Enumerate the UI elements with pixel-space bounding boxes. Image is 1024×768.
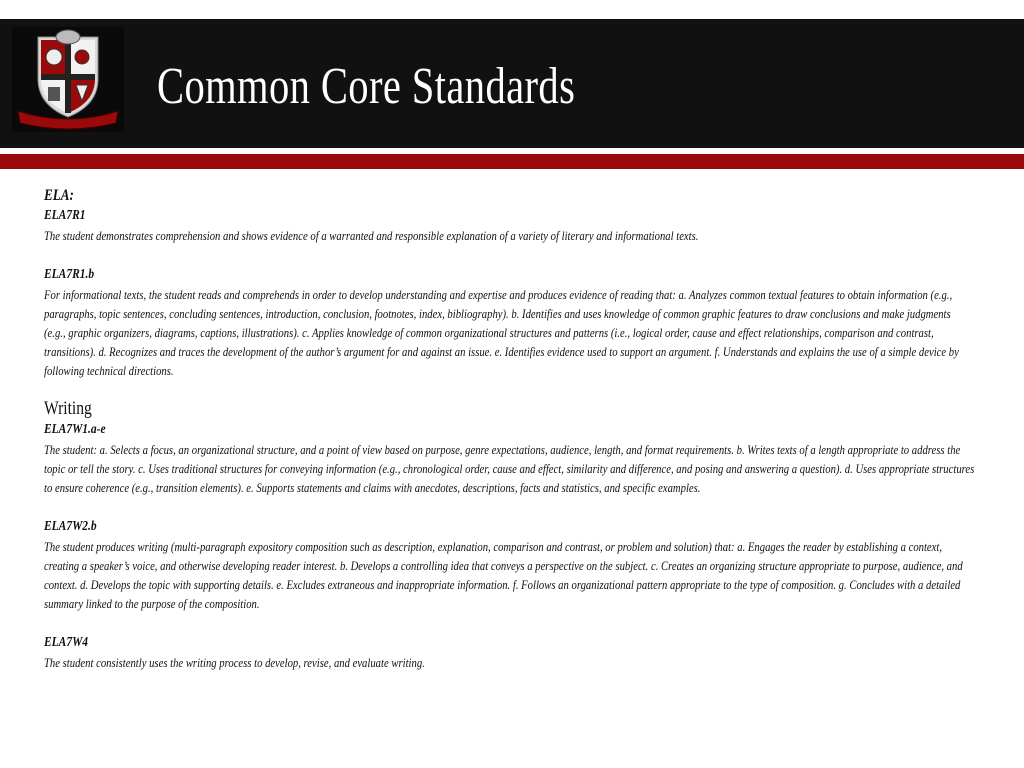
section-heading-ela: ELA: <box>44 187 74 204</box>
spacer <box>44 497 975 517</box>
slide-body <box>44 186 974 672</box>
standard-code: ELA7W2.b <box>44 519 97 534</box>
standard-text: The student demonstrates comprehension and shows evidence of a warranted and responsible explanation of a variety of literary and informational texts. <box>44 228 699 243</box>
spacer <box>44 613 975 633</box>
standard-code: ELA7W4 <box>44 635 89 650</box>
accent-bar <box>0 154 1024 169</box>
standard-item <box>44 206 975 245</box>
standard-item <box>44 633 975 672</box>
standard-text: The student consistently uses the writing process to develop, revise, and evaluate writing. <box>44 655 425 670</box>
school-crest-logo <box>12 27 124 132</box>
section-heading-writing: Writing <box>44 398 92 419</box>
standard-item <box>44 265 975 380</box>
standard-text: For informational texts, the student reads and comprehends in order to develop understanding and expertise and produces evidence of reading that: a. Analyzes common textual features to obtain information (e.g., paragraphs, topic sentences, concluding sentences, introduction, conclusion, footnotes, index, bibliography). b. Identifies and uses knowledge of common graphic features to draw conclusions and make judgments (e.g., graphic organizers, diagrams, captions, illustrations). c. Applies knowledge of common organizational structures and patterns (i.e., logical order, cause and effect relationships, comparison and contrast, transitions). d. Recognizes and traces the development of the author’s argument for and against an issue. e. Identifies evidence used to support an argument. f. Understands and explains the use of a simple device by following technical directions. <box>44 287 959 378</box>
page-title: Common Core Standards <box>157 58 576 115</box>
standard-code: ELA7R1.b <box>44 267 95 282</box>
standard-item <box>44 420 975 497</box>
standard-item <box>44 517 975 613</box>
crest-icon <box>12 27 124 132</box>
standard-text: The student produces writing (multi-paragraph expository composition such as description, explanation, comparison and contrast, or problem and solution) that: a. Engages the reader by establishing a context, creating a speaker’s voice, and otherwise developing reader interest. b. Develops a controlling idea that conveys a perspective on the subject. c. Creates an organizing structure appropriate to purpose, audience, and context. d. Develops the topic with supporting details. e. Excludes extraneous and inappropriate information. f. Follows an organizational pattern appropriate to the type of composition. g. Concludes with a detailed summary linked to the purpose of the composition. <box>44 539 963 611</box>
slide-header <box>0 19 1024 148</box>
standard-text: The student: a. Selects a focus, an organizational structure, and a point of view based on purpose, genre expectations, audience, length, and format requirements. b. Writes texts of a length appropriate to address the topic or tell the story. c. Uses traditional structures for conveying information (e.g., chronological order, cause and effect, similarity and difference, and posing and answering a question). d. Uses appropriate structures to ensure coherence (e.g., transition elements). e. Supports statements and claims with anecdotes, descriptions, facts and statistics, and specific examples. <box>44 442 975 495</box>
spacer <box>44 380 975 398</box>
standard-code: ELA7R1 <box>44 208 86 223</box>
standards-list <box>44 186 975 672</box>
standard-code: ELA7W1.a-e <box>44 422 106 437</box>
spacer <box>44 245 975 265</box>
